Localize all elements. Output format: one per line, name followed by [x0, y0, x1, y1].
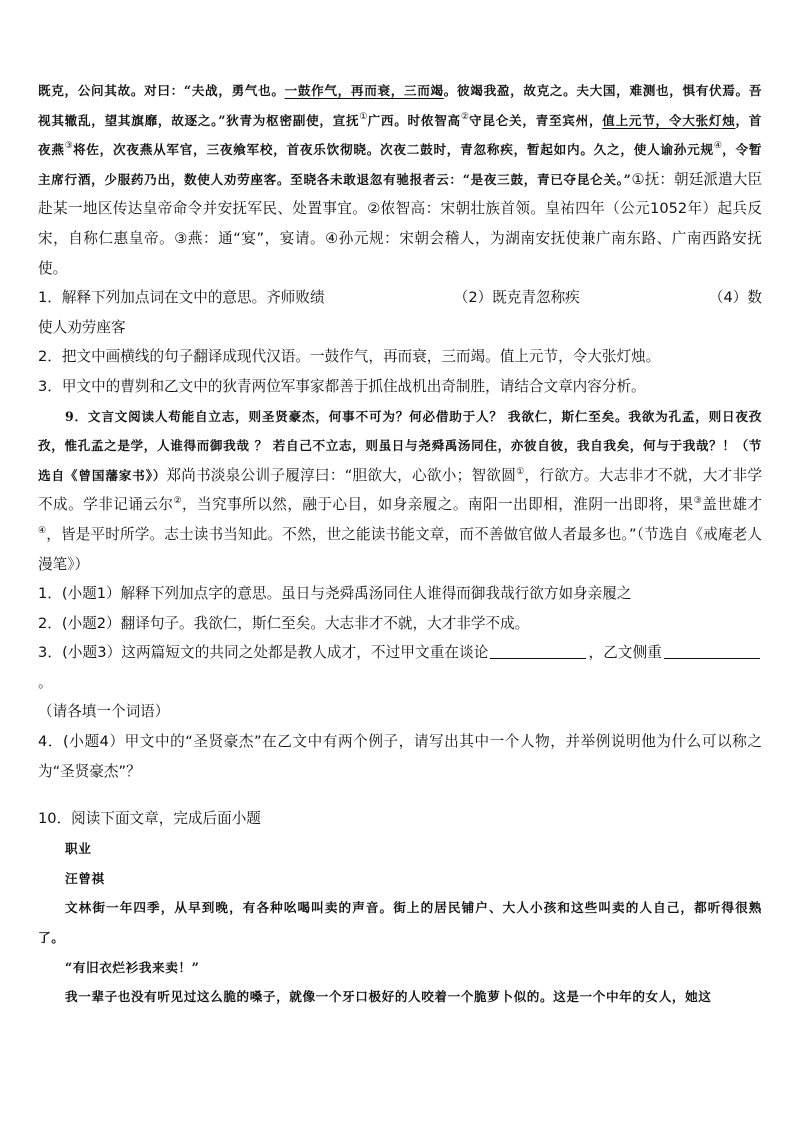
passage1-line: 。彼竭我盈，故克之。夫大国，难测也，惧有	[443, 83, 710, 98]
footnote-mark: ①	[516, 466, 525, 477]
q9-item-1: 1．(小题1）解释下列加点字的意思。虽日与尧舜禹汤同住人谁得而御我哉行欲方如身亲履之	[38, 585, 632, 603]
q8-item-1	[38, 283, 762, 313]
footnote-mark: ②	[460, 111, 470, 122]
article-paragraph-3: 我一辈子也没有听见过这么脆的嗓子，就像一个牙口极好的人咬着一个脆萝卜似的。这是一个中年的女人，她这	[65, 989, 712, 1005]
q8-item-3: 3．甲文中的曹刿和乙文中的狄青两位军事家都善于抓住战机出奇制胜，请结合文章内容分析。	[38, 377, 646, 395]
q9-item-4: 4．(小题4）甲文中的“圣贤豪杰”在乙文中有两个例子，请写出其中一个人物，并举例说明他为什么可以称之为“圣贤豪杰”？	[38, 733, 762, 780]
footnotes: ①抚：朝廷派遣大臣赴某一地区传达皇帝命令并安抚军民、处置事宜。②侬智高：宋朝壮族首领。皇祐四年（公元1052年）起兵反宋，自称仁惠皇帝。③燕：通“宴”，宴请。④孙元规：宋朝会稽人，为湖南安抚使兼广南东路、广南西路安抚使。	[38, 170, 762, 277]
passage9-part-a: 9．文言文阅读人苟能自立志，则圣贤豪杰，何事不可为？何必借助于人？ 我欲仁，斯仁至矣。我欲为孔孟，则日夜孜孜，惟孔孟之是学，人谁得而御我哉 ？ 若自己不立志，则虽日与尧舜禹汤同住，亦彼自彼，我自我矣，何与于我哉？！（节选自《曾国藩家书》）	[38, 408, 762, 483]
footnote-mark: ③	[693, 496, 703, 507]
passage9-part-b: ，当究事所以然，融于心目，如身亲履之。南阳一出即相，淮阴一出即将，果	[181, 496, 694, 514]
article-paragraph-2: “有旧衣烂衫我来卖！”	[65, 959, 200, 975]
passage9-part-b: ，皆是平时所学。志士读书当知此。不然，世之能读书能文章，而不善做官做人者最多也。”（节选自《戒庵老人漫笔》）	[38, 525, 762, 573]
passage1-line: 既克，公问其故。对曰：“夫战，勇气也。	[38, 83, 285, 98]
passage9-part-b: 郑尚书淡泉公训子履淳曰：“胆欲大，心欲小；智欲圆	[166, 466, 517, 484]
q9-item-3	[38, 638, 762, 697]
article-paragraph-1: 文林街一年四季，从早到晚，有各种吆喝叫卖的声音。街上的居民铺户、大人小孩和这些叫卖的人自己，都听得很熟了。	[38, 900, 762, 946]
q9-item-3-text: ，乙文侧重	[588, 644, 662, 662]
footnote-mark: ④	[713, 141, 723, 152]
footnote-mark: ④	[38, 526, 47, 537]
answer-blank-2[interactable]	[664, 644, 760, 659]
passage1-line: 将佐，次夜燕从军官，三夜飨军校，首夜乐饮彻晓。次夜二鼓时，青忽称疾，暂起如内。久之，	[72, 142, 634, 158]
passage1-line: 使人谕孙元规	[633, 142, 714, 158]
underlined-sentence-1: 一鼓作气，再而衰，三而竭	[284, 83, 444, 98]
passage9-part-b: 盖世雄才	[702, 496, 762, 514]
passage1-line: 广西。时侬智高	[367, 112, 461, 128]
passage9-text	[38, 402, 762, 580]
passage1-text	[38, 76, 762, 283]
footnote-mark: ②	[173, 496, 182, 507]
article-title: 职业	[65, 841, 92, 857]
article-author: 汪曾祺	[65, 870, 105, 886]
passage1-line: ，首夜燕	[38, 112, 762, 158]
q8-item-1-part-a: 1．解释下列加点词在文中的意思。齐师败绩	[38, 289, 325, 307]
q10-heading: 10．阅读下面文章，完成后面小题	[38, 810, 261, 828]
passage1-line: 守昆仑关，青至宾州，	[469, 112, 603, 128]
underlined-sentence-2: 值上元节，	[602, 112, 669, 128]
q8-item-2: 2．把文中画横线的句子翻译成现代汉语。一鼓作气，再而衰，三而竭。值上元节，令大张灯烛。	[38, 348, 661, 366]
q9-item-3-text: 。	[38, 673, 53, 691]
footnote-mark: ③	[64, 141, 73, 152]
passage1-line: 伏焉。吾视其辙乱，望其旗靡，故逐之。”狄青为枢密副使，宣抚	[38, 83, 763, 128]
q8-item-1-part-c: （4）数	[708, 289, 762, 307]
q9-item-3-text: 3．(小题3）这两篇短文的共同之处都是教人成才，不过甲文重在谈论	[38, 644, 489, 662]
q9-item-2: 2．(小题2）翻译句子。我欲仁，斯仁至矣。大志非才不就，大才非学不成。	[38, 614, 530, 632]
q9-item-3-note: （请各填一个词语）	[38, 703, 170, 721]
underlined-sentence-2b: 令大张灯烛	[668, 112, 736, 128]
passage9-part-b: ，行欲方。大志非才不就，大才非学不成。学非记诵云尔	[38, 466, 762, 514]
document-page	[38, 76, 762, 1012]
answer-blank-1[interactable]	[490, 644, 586, 659]
q8-item-1-part-b: （2）既克青忽称疾	[453, 289, 580, 307]
footnote-mark: ①	[359, 111, 368, 122]
passage1-line: ，令暂主席行酒，少服药乃出，数使人劝劳座客。至晓各未敢退忽有驰报者云：“是夜三鼓，青已夺	[38, 142, 763, 187]
passage1-line: 昆仑关。”	[576, 171, 632, 187]
spacer	[38, 786, 762, 804]
q8-item-1-cont: 使人劝劳座客	[38, 318, 126, 336]
